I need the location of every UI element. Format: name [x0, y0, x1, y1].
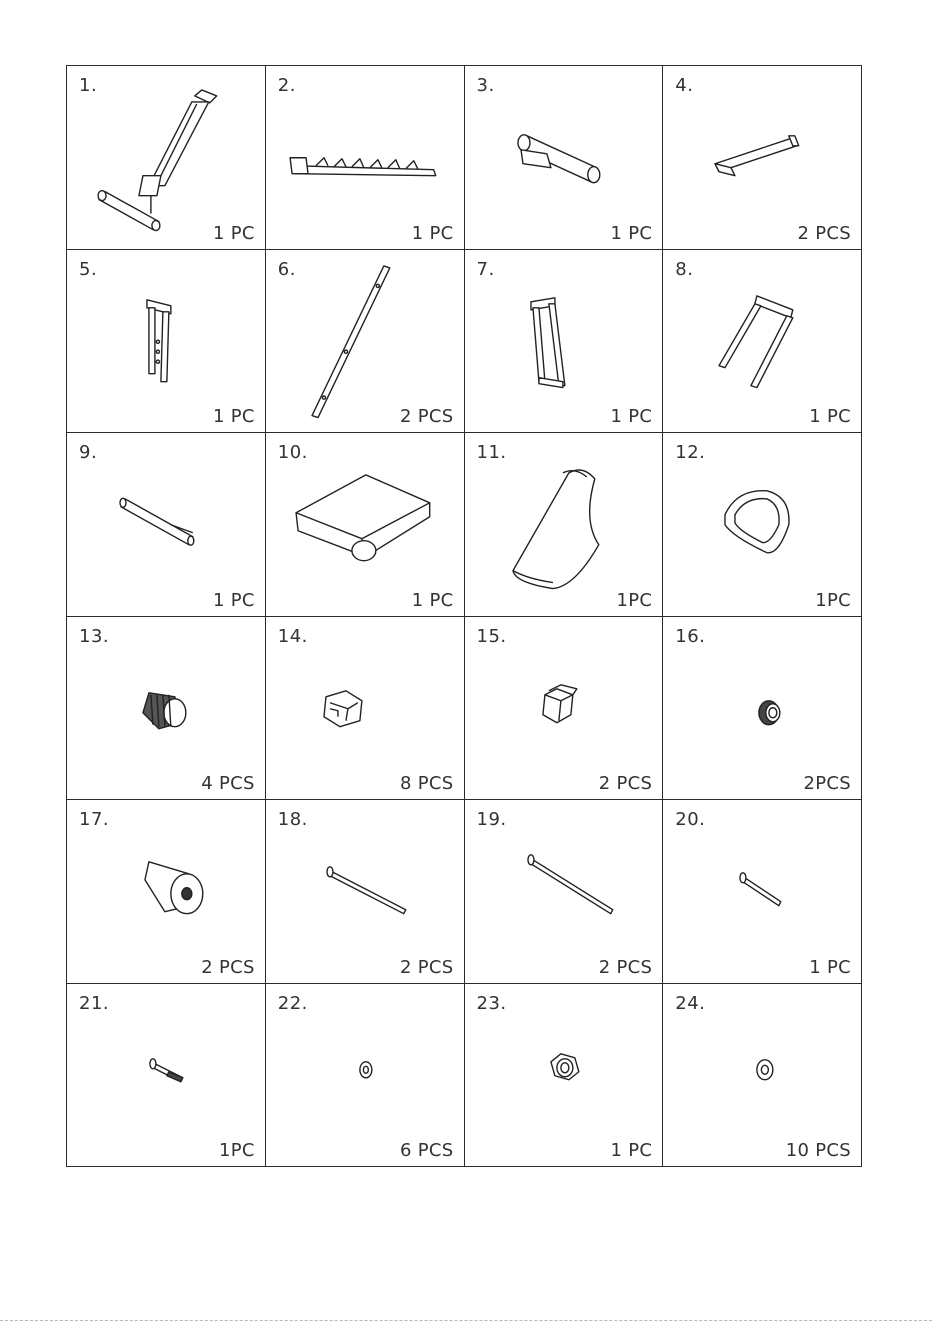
- part-number: 8.: [675, 258, 694, 280]
- part-quantity: 2 PCS: [598, 956, 653, 978]
- bolt-icon: [67, 984, 265, 1167]
- part-quantity: 1 PC: [212, 589, 255, 611]
- small-washer-icon: [266, 984, 464, 1167]
- part-number: 22.: [277, 992, 308, 1014]
- lock-nut-icon: [465, 984, 663, 1167]
- part-quantity: 2 PCS: [399, 406, 454, 427]
- part-number: 9.: [79, 442, 98, 463]
- washer-icon: [663, 984, 861, 1167]
- part-quantity: 1 PC: [610, 406, 653, 427]
- part-cell-8: [663, 250, 862, 434]
- part-number: 20.: [675, 809, 706, 830]
- adjustment-rail-icon: [266, 66, 464, 249]
- rectangular-frame-icon: [465, 250, 663, 433]
- part-number: 16.: [675, 625, 706, 647]
- long-rail-icon: [266, 250, 464, 433]
- square-insert-icon: [266, 617, 464, 800]
- part-number: 2.: [277, 75, 296, 96]
- short-tube-icon: [67, 433, 265, 616]
- upright-frame-icon: [67, 66, 265, 249]
- part-quantity: 8 PCS: [399, 773, 454, 794]
- part-number: 21.: [79, 992, 110, 1014]
- part-cell-17: [67, 800, 266, 984]
- back-pad-icon: [465, 433, 663, 616]
- part-cell-3: [465, 66, 664, 250]
- part-number: 17.: [79, 809, 110, 830]
- part-number: 3.: [476, 75, 495, 96]
- part-quantity: 1 PC: [809, 406, 851, 427]
- part-cell-1: [67, 66, 266, 250]
- part-quantity: 2 PCS: [797, 222, 851, 244]
- part-quantity: 1PC: [815, 589, 851, 611]
- part-quantity: 6 PCS: [399, 1140, 454, 1161]
- part-cell-9: [67, 433, 266, 617]
- part-cell-2: [266, 66, 465, 250]
- part-cell-7: [465, 250, 664, 434]
- part-number: 23.: [476, 992, 507, 1014]
- part-quantity: 2PCS: [803, 773, 851, 794]
- long-pin-icon: [266, 800, 464, 983]
- seat-pad-icon: [266, 433, 464, 616]
- part-cell-19: [465, 800, 664, 984]
- part-number: 10.: [277, 442, 308, 463]
- part-quantity: 1 PC: [610, 1140, 653, 1161]
- part-number: 7.: [476, 258, 495, 280]
- part-quantity: 10 PCS: [785, 1140, 851, 1161]
- long-pin-icon: [465, 800, 663, 983]
- part-quantity: 1 PC: [610, 222, 653, 244]
- part-number: 5.: [79, 258, 98, 280]
- adjuster-frame-icon: [67, 250, 265, 433]
- part-quantity: 1 PC: [212, 222, 255, 244]
- part-quantity: 2 PCS: [399, 956, 454, 978]
- small-pad-icon: [663, 433, 861, 616]
- part-cell-15: [465, 617, 664, 801]
- part-cell-13: [67, 617, 266, 801]
- bracket-bar-icon: [663, 66, 861, 249]
- part-number: 19.: [476, 809, 507, 830]
- part-cell-24: [663, 984, 862, 1168]
- part-number: 15.: [476, 625, 507, 647]
- part-quantity: 1 PC: [212, 406, 255, 427]
- part-quantity: 1 PC: [809, 956, 851, 978]
- part-quantity: 1PC: [218, 1140, 255, 1161]
- part-quantity: 2 PCS: [201, 956, 255, 978]
- part-quantity: 1 PC: [411, 222, 454, 244]
- part-number: 6.: [277, 258, 296, 280]
- part-cell-4: [663, 66, 862, 250]
- foam-roller-icon: [67, 800, 265, 983]
- part-cell-5: [67, 250, 266, 434]
- part-quantity: 4 PCS: [201, 773, 255, 794]
- part-number: 13.: [79, 625, 110, 647]
- part-number: 1.: [79, 75, 98, 96]
- ribbed-cap-icon: [67, 617, 265, 800]
- part-cell-6: [266, 250, 465, 434]
- crossbar-tube-icon: [465, 66, 663, 249]
- part-cell-12: [663, 433, 862, 617]
- part-cell-14: [266, 617, 465, 801]
- part-number: 24.: [675, 992, 706, 1014]
- part-quantity: 1PC: [616, 589, 653, 611]
- part-cell-21: [67, 984, 266, 1168]
- part-cell-23: [465, 984, 664, 1168]
- part-quantity: 1 PC: [411, 589, 454, 611]
- part-number: 11.: [476, 442, 507, 463]
- part-number: 4.: [675, 75, 694, 96]
- u-frame-icon: [663, 250, 861, 433]
- part-number: 18.: [277, 809, 308, 830]
- part-cell-10: [266, 433, 465, 617]
- part-cell-18: [266, 800, 465, 984]
- part-quantity: 2 PCS: [598, 773, 653, 794]
- parts-grid: [66, 65, 862, 1167]
- hex-cap-icon: [465, 617, 663, 800]
- part-number: 12.: [675, 442, 706, 463]
- part-cell-11: [465, 433, 664, 617]
- short-pin-icon: [663, 800, 861, 983]
- round-plug-icon: [663, 617, 861, 800]
- part-number: 14.: [277, 625, 308, 647]
- part-cell-20: [663, 800, 862, 984]
- part-cell-22: [266, 984, 465, 1168]
- part-cell-16: [663, 617, 862, 801]
